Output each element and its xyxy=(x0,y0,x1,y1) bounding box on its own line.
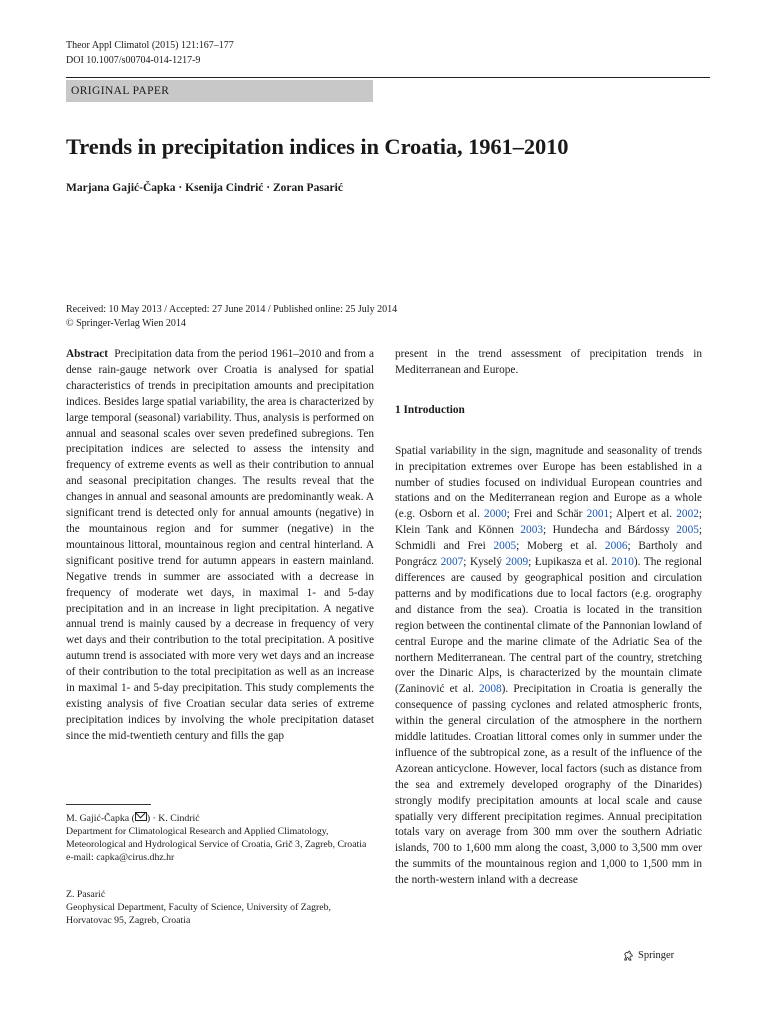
intro-text-segment: ; Frei and Schär xyxy=(506,508,587,521)
journal-citation: Theor Appl Climatol (2015) 121:167–177 xyxy=(66,40,234,51)
affiliation-1-names-after: ) · K. Cindrić xyxy=(146,813,200,824)
affiliation-2-names: Z. Pasarić xyxy=(66,889,106,900)
intro-text-segment: ; Kyselý xyxy=(463,556,506,569)
intro-text-segment: ). Precipitation in Croatia is generally the consequence of passing cyclones and related atmospheric fronts, within the general circulation of the atmosphere in the northern middle latitudes. Croatian littoral comes only in summer under the influence of the subtropical zone, as a result of the influence of the Azorean anticyclone. However, local factors (such as distance from the sea and extremely developed orography of the Dinarides) strongly modify precipitation amounts at local scale and cause spatially very different precipitation regimes. Annual precipitation totals vary on average from 300 mm over the southern Adriatic islands, 700 to 1,600 mm along the coast, 3,000 to 3,500 mm over the summits of the mountainous region and 1,000 to 1,500 mm in the north-western inland with a decrease xyxy=(395,683,702,887)
affiliation-2 xyxy=(66,888,376,927)
intro-text-segment: ; Moberg et al. xyxy=(516,540,605,553)
publisher-name: Springer xyxy=(638,950,675,961)
paper-title: Trends in precipitation indices in Croatia, 1961–2010 xyxy=(66,134,569,159)
citation-link[interactable]: 2003 xyxy=(520,524,543,537)
introduction-body xyxy=(395,444,702,889)
publication-dates xyxy=(66,303,397,331)
citation-link[interactable]: 2009 xyxy=(505,556,529,569)
intro-text-segment: ; Bartholy and Pongrácz xyxy=(395,540,702,569)
abstract-text: Precipitation data from the period 1961–2010 and from a dense rain-gauge network over Croatia is analysed for spatial characteristics of trends in precipitation amounts and precipitation indices. Besides large spatial variability, the area is characterized by large temporal (seasonal) variability. Thus, analysis is performed on annual and seasonal scales over seven predefined subregions. Ten precipitation indices are selected to assess the intensity and frequency of extreme events as well as their contribution to annual and seasonal precipitation changes. The results reveal that the changes in annual and seasonal amounts are predominantly weak. A significant trend is detected only for annual amounts (negative) in the mountainous region and for summer (negative) in the mountainous littoral, mountainous region and central hinterland. A significant positive trend for autumn appears in eastern mainland. Negative trends in summer are associated with a decrease in frequency of moderate wet days, in maximal 1- and 5-day precipitation and in an increase in light precipitation. A negative annual trend is mainly caused by a decrease in frequency of very wet days and their contribution to the total precipitation. A positive autumn trend is associated with more very wet days and an increase of their contribution to the total precipitation as well as an increase in maximal 1- and 5-day precipitation. This study complements the existing analysis of five Croatian secular data series of extreme precipitation indices by involving the whole precipitation dataset since the mid-twentieth century and fills the gap xyxy=(66,348,374,742)
affiliation-1-names-before: M. Gajić-Čapka ( xyxy=(66,813,135,824)
abstract-label: Abstract xyxy=(66,348,109,360)
affiliation-1-address: Department for Climatological Research and Applied Climatology, Meteorological and Hydrological Service of Croatia, Grič 3, Zagreb, Croatia xyxy=(66,826,367,850)
citation-link[interactable]: 2005 xyxy=(493,540,517,553)
abstract xyxy=(66,347,374,745)
citation-link[interactable]: 2002 xyxy=(676,508,699,521)
intro-text-segment: Spatial variability in the sign, magnitude and seasonality of trends in precipitation extremes over Europe has been established in a number of studies focused on individual European countries and stations and on the Mediterranean region and Europe as a whole (e.g. Osborn et al. xyxy=(395,444,702,521)
section-heading-introduction: 1 Introduction xyxy=(395,403,465,416)
citation-link[interactable]: 2010 xyxy=(611,556,634,569)
citation-link[interactable]: 2005 xyxy=(676,524,699,537)
header-divider xyxy=(66,77,710,78)
citation-link[interactable]: 2008 xyxy=(479,683,502,696)
author-list: Marjana Gajić-Čapka · Ksenija Cindrić · Zoran Pasarić xyxy=(66,182,343,194)
citation-link[interactable]: 2006 xyxy=(604,540,628,553)
citation-link[interactable]: 2007 xyxy=(440,556,464,569)
intro-text-segment: ; Alpert et al. xyxy=(609,508,677,521)
left-column xyxy=(66,347,374,745)
intro-text-segment: ; Łupikasza et al. xyxy=(528,556,612,569)
affiliation-1-names xyxy=(66,812,376,825)
journal-doi[interactable]: DOI 10.1007/s00704-014-1217-9 xyxy=(66,55,201,66)
intro-text-segment: ; Klein Tank and Können xyxy=(395,508,702,537)
springer-horse-icon xyxy=(622,949,635,962)
citation-link[interactable]: 2001 xyxy=(586,508,610,521)
journal-info xyxy=(66,38,234,68)
envelope-icon xyxy=(135,812,147,821)
affiliation-2-address: Geophysical Department, Faculty of Science, University of Zagreb, Horvatovac 95, Zagreb, Croatia xyxy=(66,902,331,926)
paper-type-badge: ORIGINAL PAPER xyxy=(66,80,373,102)
right-column xyxy=(395,347,702,889)
copyright-notice: © Springer-Verlag Wien 2014 xyxy=(66,318,186,329)
intro-text-segment: ; Schmidli and Frei xyxy=(395,524,702,553)
abstract-continuation: present in the trend assessment of precipitation trends in Mediterranean and Europe. xyxy=(395,348,702,376)
citation-link[interactable]: 2000 xyxy=(484,508,507,521)
intro-text-segment: ; Hundecha and Bárdossy xyxy=(542,524,677,537)
footnote-divider xyxy=(66,804,151,805)
intro-text-segment: ). The regional differences are caused by geographical position and circulation patterns and by modifications due to local factors (e.g. orography and distance from the sea). Croatia is located in the transition region between the continental climate of the Pannonian lowland of central Europe and the marine climate of the Adriatic Sea of the northern Mediterranean. The central part of the country, stretching over the Dinaric Alps, is characterized by the mountain climate (Zaninović et al. xyxy=(395,556,703,696)
affiliation-1 xyxy=(66,812,376,864)
publisher-logo xyxy=(622,949,674,962)
publication-history: Received: 10 May 2013 / Accepted: 27 June 2014 / Published online: 25 July 2014 xyxy=(66,304,398,315)
affiliation-1-email[interactable]: e-mail: capka@cirus.dhz.hr xyxy=(66,852,175,863)
